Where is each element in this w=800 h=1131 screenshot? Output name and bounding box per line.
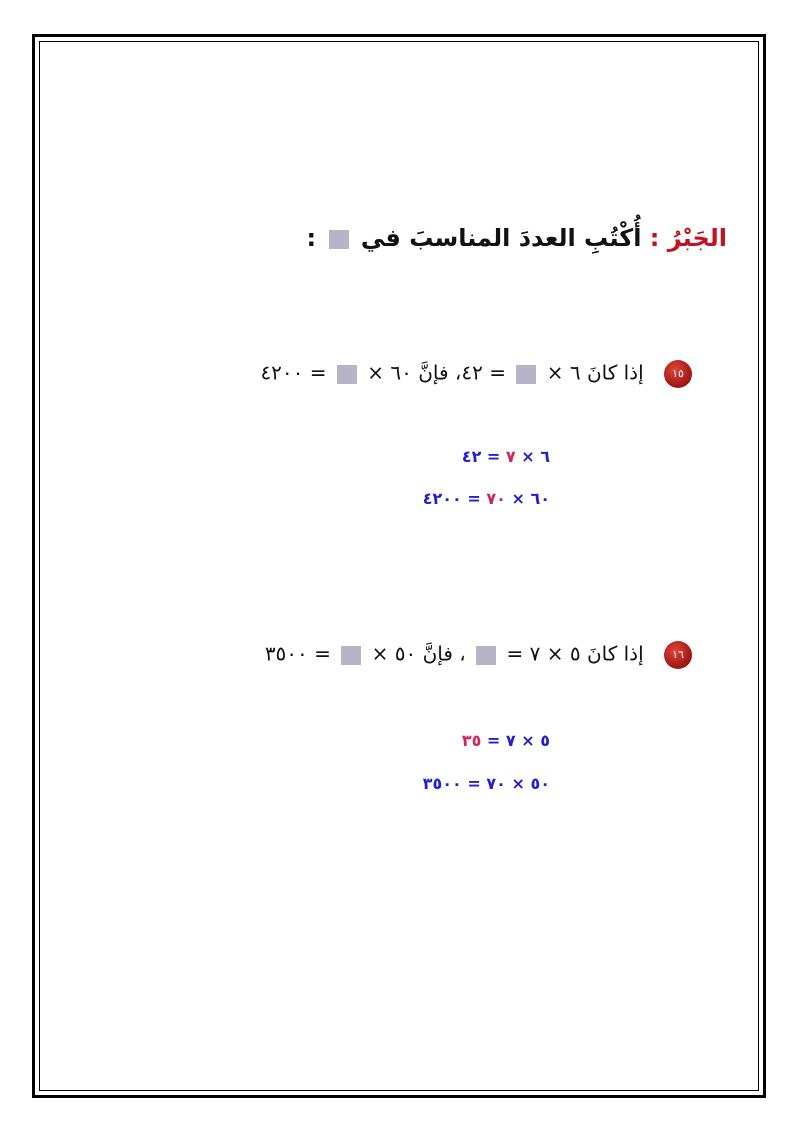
problem-2-eq2: = ٣٥٠٠ [264,641,331,666]
result: ٣٥٠٠ [422,774,462,793]
equals-sign: = [486,731,501,750]
answer-1-line-1 [462,447,550,466]
heading-colon: : [306,224,317,252]
problem-number-badge: ١٥ [664,360,692,388]
problem-2-sep: ، [459,641,466,666]
answer-value: ٧٠ [486,489,506,508]
problem-2-then: فإنَّ ٥٠ × [371,641,453,666]
page-border-inner [39,41,759,1091]
operand-a: ٥٠ [530,774,550,793]
operator: × [511,489,525,508]
equals-sign: = [467,774,481,793]
blank-box-icon [341,646,361,665]
equals-sign: = [486,447,501,466]
blank-box-icon [476,646,496,665]
equals-sign: = [467,489,481,508]
answer-2-line-2 [423,774,550,793]
operator: × [511,774,525,793]
operand-b: ٧ [505,731,516,750]
heading-title: الجَبْرُ : [649,224,727,252]
operand-a: ٦٠ [530,489,550,508]
answer-value: ٧ [505,447,516,466]
problem-1 [260,360,692,388]
problem-1-eq1: = ٤٢، [454,360,506,385]
exercise-heading [307,224,727,252]
operator: × [521,447,535,466]
answer-1-line-2 [423,489,550,508]
problem-number-badge: ١٦ [664,641,692,669]
operator: × [521,731,535,750]
operand-a: ٦ [540,447,550,466]
blank-box-icon [329,230,349,249]
operand-b: ٧٠ [486,774,506,793]
answer-2-line-1 [462,731,550,750]
problem-1-prefix: إذا كانَ ٦ × [546,360,644,385]
problem-2-prefix: إذا كانَ ٥ × ٧ = [506,641,644,666]
blank-box-icon [516,365,536,384]
answer-value: ٣٥ [461,731,482,750]
blank-box-icon [337,365,357,384]
operand-a: ٥ [540,731,550,750]
result: ٤٢ [461,447,482,466]
problem-1-eq2: = ٤٢٠٠ [260,360,327,385]
heading-instruction: أُكْتُبِ العددَ المناسبَ في [360,224,642,252]
result: ٤٢٠٠ [422,489,462,508]
problem-1-then: فإنَّ ٦٠ × [367,360,449,385]
problem-2 [265,641,692,669]
